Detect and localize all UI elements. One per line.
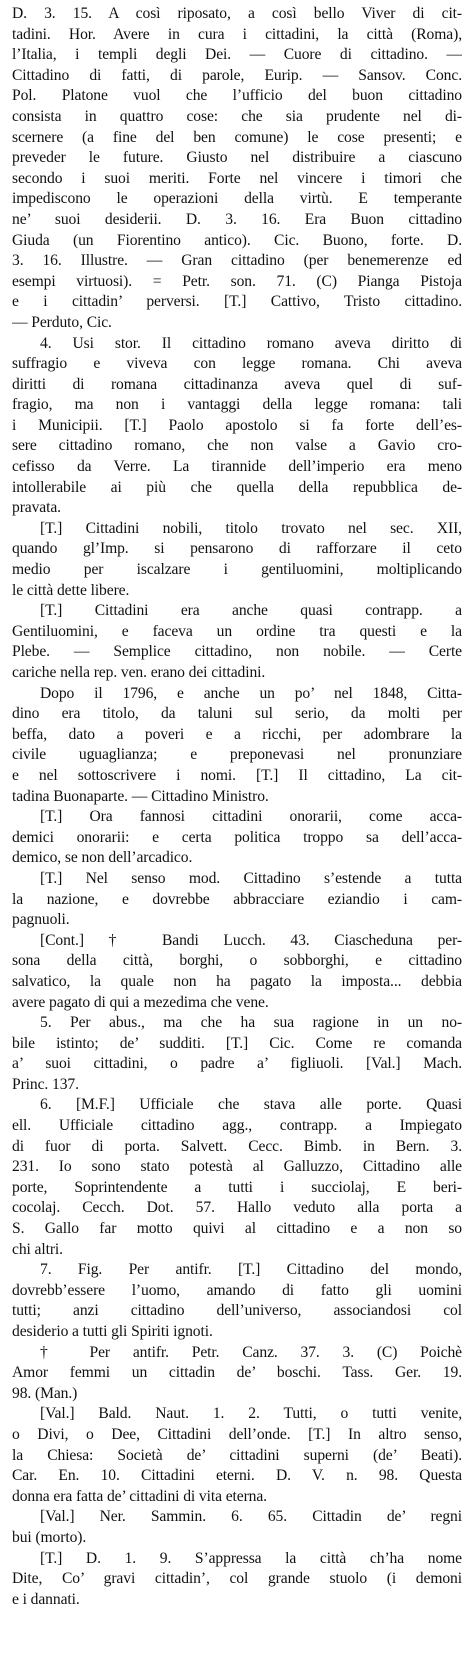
entry-line: 98. (Man.) bbox=[12, 1384, 78, 1402]
entry-line: [T.] Cittadini era anche quasi contrapp. a bbox=[40, 602, 462, 620]
entry-line: quando gl’Imp. si pensarono di rafforzare il ceto bbox=[12, 540, 462, 558]
entry-line: [T.] Nel senso mod. Cittadino s’estende a tutta bbox=[40, 869, 462, 887]
entry-line: beffa, dato a poveri e a ricchi, per adombrare la bbox=[12, 725, 462, 743]
entry-line: Plebe. — Semplice cittadino, non nobile. — Certe bbox=[12, 643, 462, 661]
entry-line: desiderio a tutti gli Spiriti ignoti. bbox=[12, 1323, 213, 1340]
entry-line: dino era titolo, da taluni sul serio, da molti per bbox=[12, 705, 462, 723]
entry-paragraph bbox=[12, 4, 462, 334]
entry-line: [T.] Cittadini nobili, titolo trovato nel sec. XII, bbox=[40, 519, 462, 537]
entry-paragraph bbox=[12, 1404, 462, 1507]
entry-line: la nazione, e dovrebbe abbracciare eziandio i cam- bbox=[12, 890, 462, 908]
entry-line: cefisso da Verre. La tirannide dell’imperio era meno bbox=[12, 458, 462, 476]
entry-line: Pol. Platone vuol che l’ufficio del buon cittadino bbox=[12, 87, 462, 105]
entry-line: sere cittadino romano, che non valse a Gavio cro- bbox=[12, 437, 462, 455]
entry-line: scernere (a fine del ben comune) le cose presenti; e bbox=[12, 128, 462, 146]
entry-line: Gentiluomini, e faceva un ordine tra questi e la bbox=[12, 622, 462, 640]
entry-line: tadina Buonaparte. — Cittadino Ministro. bbox=[12, 787, 269, 805]
entry-paragraph bbox=[12, 869, 462, 931]
entry-line: [Cont.] † Bandi Lucch. 43. Ciascheduna per- bbox=[40, 931, 462, 949]
entry-line: cariche nella rep. ven. erano dei cittadini. bbox=[12, 664, 266, 681]
entry-line: chi altri. bbox=[12, 1240, 63, 1258]
entry-line: Dopo il 1796, e anche un po’ nel 1848, Citta- bbox=[40, 684, 462, 702]
entry-line: intollerabile ai più che quella della repubblica de- bbox=[12, 478, 462, 496]
entry-paragraph bbox=[12, 684, 462, 808]
entry-paragraph bbox=[12, 931, 462, 1013]
entry-line: avere pagato di qui a mezedima che vene. bbox=[12, 993, 269, 1011]
entry-paragraph bbox=[12, 1507, 462, 1548]
entry-line: e i cittadin’ perversi. [T.] Cattivo, Tristo cittadino. bbox=[12, 293, 462, 311]
dictionary-entry-column bbox=[12, 4, 462, 1610]
entry-line: 3. 16. Illustre. — Gran cittadino (per benemerenze ed bbox=[12, 252, 462, 270]
entry-paragraph bbox=[12, 1095, 462, 1260]
entry-line: sona della città, borghi, o sobborghi, e cittadino bbox=[12, 952, 462, 970]
entry-line: [Val.] Ner. Sammin. 6. 65. Cittadin de’ regni bbox=[40, 1508, 462, 1526]
entry-line: pravata. bbox=[12, 499, 61, 517]
entry-line: tadini. Hor. Avere in cura i cittadini, la città (Roma), bbox=[12, 25, 462, 43]
entry-line: dovrebb’essere l’uomo, amando di fatto gli uomini bbox=[12, 1281, 462, 1299]
entry-line: diritti di romana cittadinanza aveva quel di suf- bbox=[12, 375, 462, 393]
entry-line: S. Gallo far motto quivi al cittadino e a non so bbox=[12, 1220, 462, 1238]
entry-line: 7. Fig. Per antifr. [T.] Cittadino del mondo, bbox=[40, 1261, 462, 1279]
entry-line: medio per iscalzare i gentiluomini, moltiplicando bbox=[12, 561, 462, 579]
entry-paragraph bbox=[12, 1549, 462, 1611]
entry-line: secondo i suoi meriti. Forte nel vincere i timori che bbox=[12, 169, 462, 187]
entry-line: salvatico, la quale non ha pagato la imposta... debbia bbox=[12, 972, 462, 990]
entry-line: cocolaj. Cecch. Dot. 57. Hallo veduto alla porta a bbox=[12, 1199, 462, 1217]
entry-line: Giuda (un Fiorentino antico). Cic. Buono, forte. D. bbox=[12, 231, 462, 249]
entry-line: la Chiesa: Società de’ cittadini superni (de’ Beati). bbox=[12, 1446, 462, 1464]
entry-line: Amor femmi un cittadin de’ boschi. Tass. Ger. 19. bbox=[12, 1364, 462, 1382]
entry-line: donna era fatta de’ cittadini di vita eterna. bbox=[12, 1487, 267, 1505]
entry-line: [T.] D. 1. 9. S’appressa la città ch’ha nome bbox=[40, 1549, 462, 1567]
entry-line: tutti; anzi cittadino dell’universo, associandosi col bbox=[12, 1302, 462, 1320]
entry-line: e nel sottoscrivere i nomi. [T.] Il cittadino, La cit- bbox=[12, 766, 462, 784]
entry-line: Dite, Co’ gravi cittadin’, col grande stuolo (i demoni bbox=[12, 1570, 462, 1588]
entry-line: suffragio e viveva con legge romana. Chi aveva bbox=[12, 355, 462, 373]
entry-line: Cittadino di fatti, di parole, Eurip. — Sansov. Conc. bbox=[12, 66, 462, 84]
entry-line: bile istinto; de’ sudditi. [T.] Cic. Come re comanda bbox=[12, 1034, 462, 1052]
entry-line: 6. [M.F.] Ufficiale che stava alle porte. Quasi bbox=[40, 1096, 462, 1114]
entry-line: [Val.] Bald. Naut. 1. 2. Tutti, o tutti venite, bbox=[40, 1405, 462, 1423]
entry-line: a’ suoi cittadini, o padre a’ figliuoli. [Val.] Mach. bbox=[12, 1055, 462, 1073]
entry-line: Car. En. 10. Cittadini eterni. D. V. n. 98. Questa bbox=[12, 1467, 462, 1485]
entry-line: fragio, ma non i vantaggi della legge romana: tali bbox=[12, 396, 462, 414]
entry-line: ne’ suoi desiderii. D. 3. 16. Era Buon cittadino bbox=[12, 210, 462, 228]
entry-line: [T.] Ora fannosi cittadini onorarii, come acca- bbox=[40, 808, 462, 826]
entry-line: preveder le future. Giusto nel distribuire a ciascuno bbox=[12, 149, 462, 167]
entry-line: e i dannati. bbox=[12, 1590, 80, 1608]
entry-line: 5. Per abus., ma che ha sua ragione in un no- bbox=[40, 1014, 462, 1032]
entry-line: — Perduto, Cic. bbox=[12, 313, 112, 331]
entry-paragraph bbox=[12, 334, 462, 519]
entry-paragraph bbox=[12, 1013, 462, 1095]
entry-line: di fuor di porta. Salvett. Cecc. Bimb. in Bern. 3. bbox=[12, 1137, 462, 1155]
entry-line: l’Italia, i templi degli Dei. — Cuore di cittadino. — bbox=[12, 46, 462, 64]
entry-line: impediscono le operazioni della virtù. E temperante bbox=[12, 190, 462, 208]
entry-paragraph bbox=[12, 1260, 462, 1342]
entry-paragraph bbox=[12, 807, 462, 869]
entry-line: D. 3. 15. A così riposato, a così bello Viver di cit- bbox=[12, 5, 462, 22]
entry-line: i Municipii. [T.] Paolo apostolo si fa forte dell’es- bbox=[12, 416, 462, 434]
entry-line: consista in quattro cose: che sia prudente nel di- bbox=[12, 107, 462, 125]
entry-line: civile uguaglianza; e preponevasi nel pronunziare bbox=[12, 746, 462, 764]
entry-line: esempi virtuosi). = Petr. son. 71. (C) Pianga Pistoja bbox=[12, 272, 462, 290]
entry-line: pagnuoli. bbox=[12, 911, 70, 929]
entry-paragraph bbox=[12, 519, 462, 601]
entry-line: † Per antifr. Petr. Canz. 37. 3. (C) Poichè bbox=[40, 1343, 462, 1361]
entry-line: bui (morto). bbox=[12, 1528, 87, 1546]
entry-line: demico, se non dell’arcadico. bbox=[12, 849, 193, 867]
entry-line: le città dette libere. bbox=[12, 581, 130, 599]
entry-line: Princ. 137. bbox=[12, 1075, 79, 1093]
entry-line: porte, Soprintendente a tutti i succiolaj, E beri- bbox=[12, 1178, 462, 1196]
entry-line: 4. Usi stor. Il cittadino romano aveva diritto di bbox=[40, 334, 462, 352]
entry-paragraph bbox=[12, 601, 462, 683]
entry-line: ell. Ufficiale cittadino agg., contrapp. a Impiegato bbox=[12, 1117, 462, 1135]
entry-line: o Divi, o Dee, Cittadini dell’onde. [T.] In altro senso, bbox=[12, 1425, 462, 1443]
entry-line: 231. Io sono stato potestà al Galluzzo, Cittadino alle bbox=[12, 1158, 462, 1176]
entry-line: demici onorarii: e certa politica troppo sa dell’acca- bbox=[12, 828, 462, 846]
entry-paragraph bbox=[12, 1343, 462, 1405]
